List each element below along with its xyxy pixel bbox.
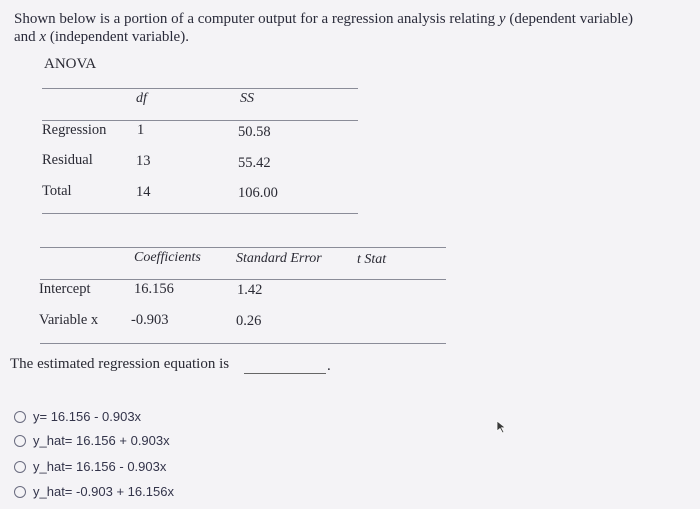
answer-option-2[interactable] <box>14 433 170 448</box>
intro-part2: (dependent variable) <box>505 11 634 27</box>
anova-row-df: 14 <box>136 184 151 200</box>
mouse-cursor-icon <box>496 420 508 434</box>
anova-row-ss: 55.42 <box>238 155 271 171</box>
coef-row-coefficient: 16.156 <box>134 281 174 297</box>
intro-x: x <box>39 29 47 45</box>
anova-top-rule <box>42 88 358 89</box>
anova-row-label: Regression <box>42 122 107 138</box>
intro-part1: Shown below is a portion of a computer output for a regression analysis relating <box>14 11 499 27</box>
intro-y: y <box>498 11 506 27</box>
answer-option-1[interactable] <box>14 409 141 424</box>
option-label: y= 16.156 - 0.903x <box>33 409 142 424</box>
anova-row-df: 13 <box>136 153 151 169</box>
option-label: y_hat= 16.156 + 0.903x <box>33 433 170 448</box>
coef-row-label: Intercept <box>39 281 91 297</box>
coef-bottom-rule <box>40 343 446 344</box>
intro-part3: and <box>14 29 40 45</box>
answer-option-4[interactable] <box>14 484 174 499</box>
radio-button-icon[interactable] <box>14 486 26 498</box>
radio-button-icon[interactable] <box>14 411 26 423</box>
radio-button-icon[interactable] <box>14 461 26 473</box>
coef-row-standard-error: 0.26 <box>236 313 262 329</box>
anova-row-df: 1 <box>137 122 145 138</box>
question-period: . <box>327 358 331 374</box>
anova-bottom-rule <box>42 213 358 214</box>
coef-row-label: Variable x <box>39 312 99 328</box>
anova-header-ss: SS <box>240 91 254 106</box>
intro-part4: (independent variable). <box>46 29 189 45</box>
anova-row-label: Residual <box>42 152 93 168</box>
anova-row-ss: 106.00 <box>238 185 278 201</box>
anova-header-rule <box>42 120 358 121</box>
anova-row-label: Total <box>42 183 72 199</box>
coef-header-standard-error: Standard Error <box>236 251 322 266</box>
coef-header-coefficients: Coefficients <box>134 250 201 265</box>
radio-button-icon[interactable] <box>14 435 26 447</box>
coef-header-t-stat: t Stat <box>357 252 387 267</box>
coef-row-standard-error: 1.42 <box>237 282 263 298</box>
anova-title: ANOVA <box>44 56 97 72</box>
coef-row-coefficient: -0.903 <box>131 312 169 328</box>
anova-header-df: df <box>136 91 147 106</box>
coef-top-rule <box>40 247 446 248</box>
question-text: The estimated regression equation is <box>10 356 230 372</box>
question-intro <box>14 10 684 46</box>
anova-row-ss: 50.58 <box>238 124 271 140</box>
option-label: y_hat= 16.156 - 0.903x <box>33 459 167 474</box>
option-label: y_hat= -0.903 + 16.156x <box>33 484 174 499</box>
answer-option-3[interactable] <box>14 459 166 474</box>
answer-blank <box>244 373 326 374</box>
coef-header-rule <box>40 279 446 280</box>
